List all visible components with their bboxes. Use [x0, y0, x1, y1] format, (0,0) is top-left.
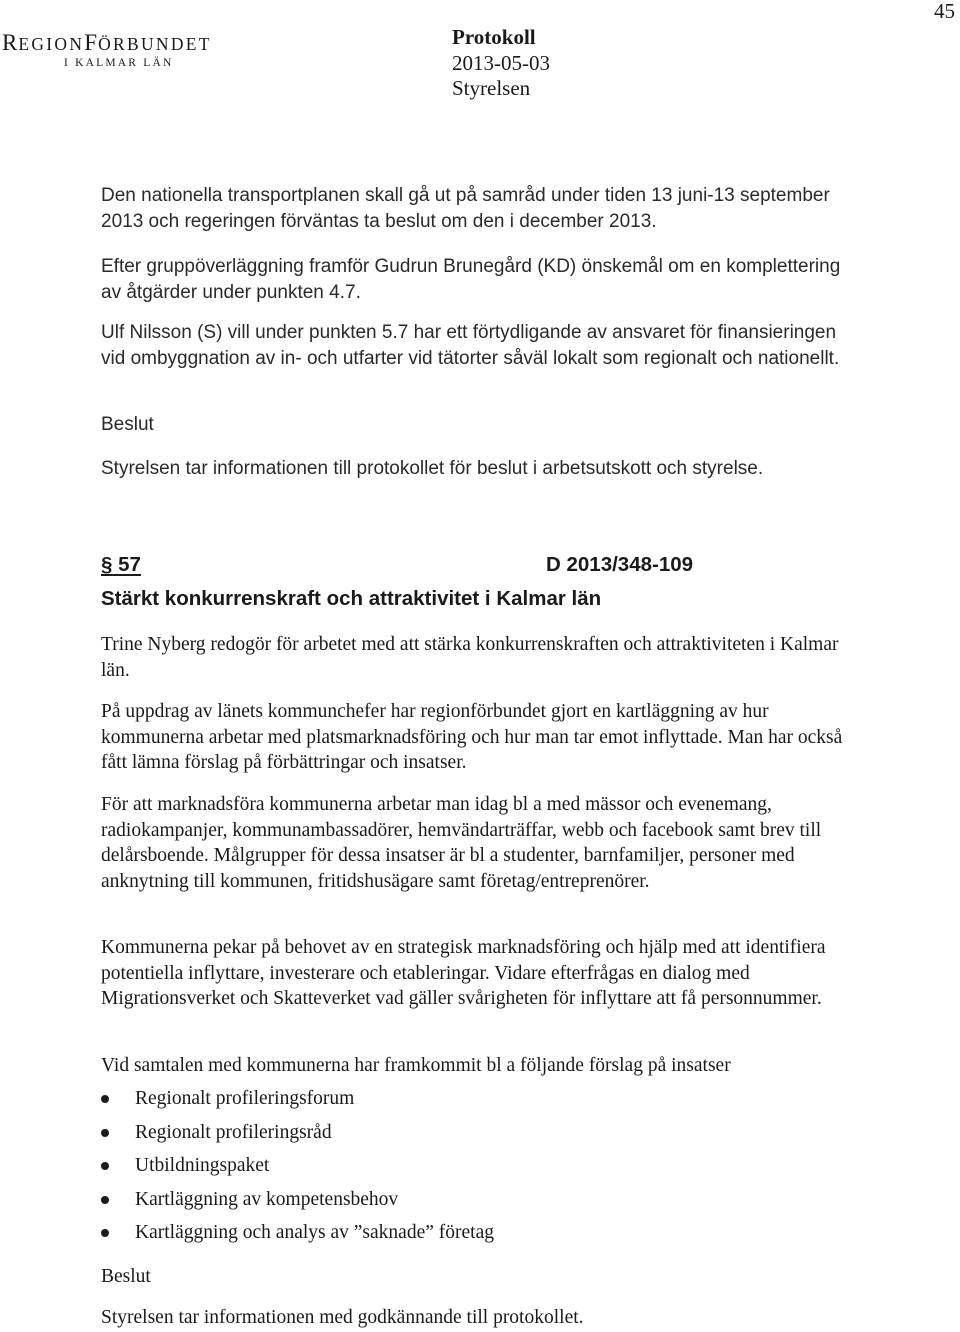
logo-wordmark: REGIONFÖRBUNDET — [2, 30, 212, 55]
paragraph-marketing: För att marknadsföra kommunerna arbetar man idag bl a med mässor och evenemang, radiokampanjer, kommunambassadörer, hemvändarträffar, webb och facebook samt brev till delårsboende. Målgrupper för dessa insatser är bl a studenter, barnfamiljer, personer med anknytning till kommunen, fritidshusägare samt företag/entreprenörer. — [101, 794, 822, 892]
document-type: Protokoll — [452, 25, 536, 49]
section-number: § 57 — [101, 553, 141, 576]
organization-logo — [2, 30, 234, 70]
paragraph-group-deliberation: Efter gruppöverläggning framför Gudrun Brunegård (KD) önskemål om en komplettering av åtgärder under punkten 4.7. — [101, 256, 841, 303]
list-item: Regionalt profileringsforum — [101, 1086, 494, 1120]
list-item: Regionalt profileringsråd — [101, 1120, 494, 1154]
list-item: Utbildningspaket — [101, 1153, 494, 1187]
bullet-icon — [101, 1162, 109, 1170]
paragraph-ulf-nilsson: Ulf Nilsson (S) vill under punkten 5.7 har ett förtydligande av ansvaret för finansieringen vid ombyggnation av in- och utfarter vid tätorter såväl lokalt som regionalt och nationellt. — [101, 322, 840, 369]
list-item: Kartläggning och analys av ”saknade” företag — [101, 1220, 494, 1254]
decision-text: Styrelsen tar informationen till protokollet för beslut i arbetsutskott och styrelse. — [101, 458, 764, 479]
document-header — [452, 25, 550, 102]
proposals-list — [101, 1086, 494, 1254]
bullet-icon — [101, 1196, 109, 1204]
paragraph-proposals-intro: Vid samtalen med kommunerna har framkommit bl a följande förslag på insatser — [101, 1055, 731, 1076]
paragraph-trine-nyberg: Trine Nyberg redogör för arbetet med att stärka konkurrenskraften och attraktiviteten i Kalmar län. — [101, 634, 839, 681]
section-title: Stärkt konkurrenskraft och attraktivitet i Kalmar län — [101, 587, 602, 610]
decision-heading-2: Beslut — [101, 1266, 151, 1287]
page-number: 45 — [934, 0, 955, 23]
section-reference: D 2013/348-109 — [546, 553, 694, 576]
paragraph-mapping: På uppdrag av länets kommunchefer har regionförbundet gjort en kartläggning av hur kommunerna arbetar med platsmarknadsföring och hur man tar emot inflyttade. Man har också fått lämna förslag på förbättringar och insatser. — [101, 701, 843, 773]
paragraph-transport-plan: Den nationella transportplanen skall gå ut på samråd under tiden 13 juni-13 september 2013 och regeringen förväntas ta beslut om den i december 2013. — [101, 185, 830, 232]
logo-subtitle: I KALMAR LÄN — [64, 57, 174, 69]
document-date: 2013-05-03 — [452, 50, 550, 75]
paragraph-strategic-needs: Kommunerna pekar på behovet av en strategisk marknadsföring och hjälp med att identifiera potentiella inflyttare, investerare och etableringar. Vidare efterfrågas en dialog med Migrationsverket och Skatteverket vad gäller svårigheten för inflyttare att få personnummer. — [101, 937, 826, 1009]
document-body: Styrelsen — [452, 76, 531, 100]
bullet-icon — [101, 1095, 109, 1103]
decision-text-2: Styrelsen tar informationen med godkännande till protokollet. — [101, 1307, 584, 1328]
decision-heading: Beslut — [101, 414, 154, 435]
bullet-icon — [101, 1229, 109, 1237]
list-item: Kartläggning av kompetensbehov — [101, 1187, 494, 1221]
bullet-icon — [101, 1129, 109, 1137]
